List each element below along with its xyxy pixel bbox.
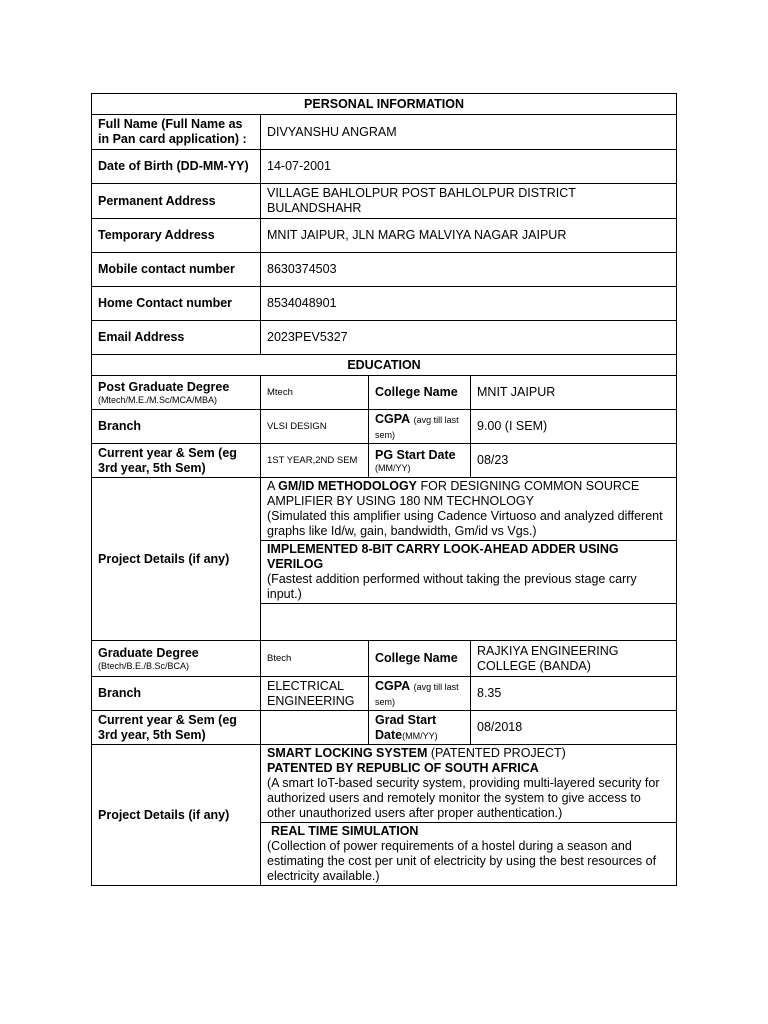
- ug-project-1-title-bold: SMART LOCKING SYSTEM: [267, 746, 428, 760]
- pg-degree-label: [92, 376, 261, 410]
- pg-degree-label-text: Post Graduate Degree: [98, 379, 230, 394]
- ug-degree-value: Btech: [261, 641, 369, 677]
- pg-branch-label: Branch: [92, 410, 261, 444]
- pg-cgpa-hint: (avg till last sem): [375, 414, 459, 440]
- pg-start-value: 08/23: [471, 444, 677, 478]
- email-value: 2023PEV5327: [261, 321, 677, 355]
- form-sheet: [91, 93, 676, 886]
- ug-project-1-description: (A smart IoT-based security system, providing multi-layered security for authorized users and remotely monitor the system to give access to other unauthorized users after proper authentication.): [267, 776, 660, 820]
- ug-year-value: [261, 711, 369, 745]
- ug-cgpa-label: [369, 677, 471, 711]
- pg-degree-value: Mtech: [261, 376, 369, 410]
- ug-degree-label-text: Graduate Degree: [98, 645, 199, 660]
- temporary-address-label: Temporary Address: [92, 219, 261, 253]
- dob-label: Date of Birth (DD-MM-YY): [92, 150, 261, 184]
- ug-cgpa-label-text: CGPA: [375, 678, 411, 693]
- pg-project-1-title-rest: FOR DESIGNING COMMON SOURCE AMPLIFIER BY USING 180 NM TECHNOLOGY: [267, 479, 640, 508]
- personal-section-title: PERSONAL INFORMATION: [92, 94, 677, 115]
- ug-project-2: [261, 823, 677, 886]
- pg-college-value: MNIT JAIPUR: [471, 376, 677, 410]
- ug-project-2-title: REAL TIME SIMULATION: [271, 824, 419, 838]
- pg-cgpa-label: [369, 410, 471, 444]
- pg-project-1-title: [267, 479, 670, 509]
- pg-project-empty-cell: [261, 604, 677, 641]
- ug-start-value: 08/2018: [471, 711, 677, 745]
- pg-cgpa-label-text: CGPA: [375, 411, 411, 426]
- pg-year-label: Current year & Sem (eg 3rd year, 5th Sem): [92, 444, 261, 478]
- ug-college-value: RAJKIYA ENGINEERING COLLEGE (BANDA): [471, 641, 677, 677]
- education-section-title: EDUCATION: [92, 355, 677, 376]
- pg-degree-hint: (Mtech/M.E./M.Sc/MCA/MBA): [98, 394, 218, 405]
- ug-cgpa-hint: (avg till last sem): [375, 681, 459, 707]
- ug-branch-label: Branch: [92, 677, 261, 711]
- ug-project-label: Project Details (if any): [92, 745, 261, 886]
- pg-branch-value: VLSI DESIGN: [261, 410, 369, 444]
- pg-college-label: College Name: [369, 376, 471, 410]
- email-label: Email Address: [92, 321, 261, 355]
- ug-cgpa-value: 8.35: [471, 677, 677, 711]
- ug-college-label: College Name: [369, 641, 471, 677]
- form-table: [91, 93, 677, 886]
- ug-project-1-patent: PATENTED BY REPUBLIC OF SOUTH AFRICA: [267, 761, 539, 775]
- ug-project-1-title-rest: (PATENTED PROJECT): [427, 746, 566, 760]
- ug-degree-label: [92, 641, 261, 677]
- full-name-label: Full Name (Full Name as in Pan card application) :: [92, 115, 261, 150]
- ug-start-label: [369, 711, 471, 745]
- pg-start-label: [369, 444, 471, 478]
- pg-year-value: 1ST YEAR,2ND SEM: [261, 444, 369, 478]
- ug-project-1: [261, 745, 677, 823]
- ug-project-2-description: (Collection of power requirements of a hostel during a season and estimating the cost per unit of electricity by using the best resources of electricity available.): [267, 839, 657, 883]
- pg-project-label: Project Details (if any): [92, 478, 261, 641]
- pg-project-2: [261, 541, 677, 604]
- ug-start-label-text: Grad Start Date: [375, 712, 437, 742]
- pg-project-1: [261, 478, 677, 541]
- ug-branch-value: ELECTRICAL ENGINEERING: [261, 677, 369, 711]
- home-contact-label: Home Contact number: [92, 287, 261, 321]
- temporary-address-value: MNIT JAIPUR, JLN MARG MALVIYA NAGAR JAIPUR: [261, 219, 677, 253]
- pg-start-hint: (MM/YY): [375, 462, 411, 473]
- dob-value: 14-07-2001: [261, 150, 677, 184]
- ug-degree-hint: (Btech/B.E./B.Sc/BCA): [98, 660, 190, 671]
- home-contact-value: 8534048901: [261, 287, 677, 321]
- mobile-label: Mobile contact number: [92, 253, 261, 287]
- mobile-value: 8630374503: [261, 253, 677, 287]
- pg-project-2-title: IMPLEMENTED 8-BIT CARRY LOOK-AHEAD ADDER USING VERILOG: [267, 542, 619, 571]
- ug-year-label: Current year & Sem (eg 3rd year, 5th Sem): [92, 711, 261, 745]
- ug-start-hint: (MM/YY): [402, 730, 438, 741]
- pg-cgpa-value: 9.00 (I SEM): [471, 410, 677, 444]
- pg-project-1-description: (Simulated this amplifier using Cadence Virtuoso and analyzed different graphs like Id/w, gain, bandwidth, Gm/id vs Vgs.): [267, 509, 663, 538]
- pg-project-2-description: (Fastest addition performed without taking the previous stage carry input.): [267, 572, 637, 601]
- full-name-value: DIVYANSHU ANGRAM: [261, 115, 677, 150]
- ug-project-1-title: [267, 746, 670, 761]
- pg-start-label-text: PG Start Date: [375, 447, 456, 462]
- permanent-address-value: VILLAGE BAHLOLPUR POST BAHLOLPUR DISTRICT BULANDSHAHR: [261, 184, 677, 219]
- pg-project-1-keyword: GM/ID METHODOLOGY: [278, 479, 418, 493]
- pg-project-1-prefix: A: [267, 479, 279, 493]
- permanent-address-label: Permanent Address: [92, 184, 261, 219]
